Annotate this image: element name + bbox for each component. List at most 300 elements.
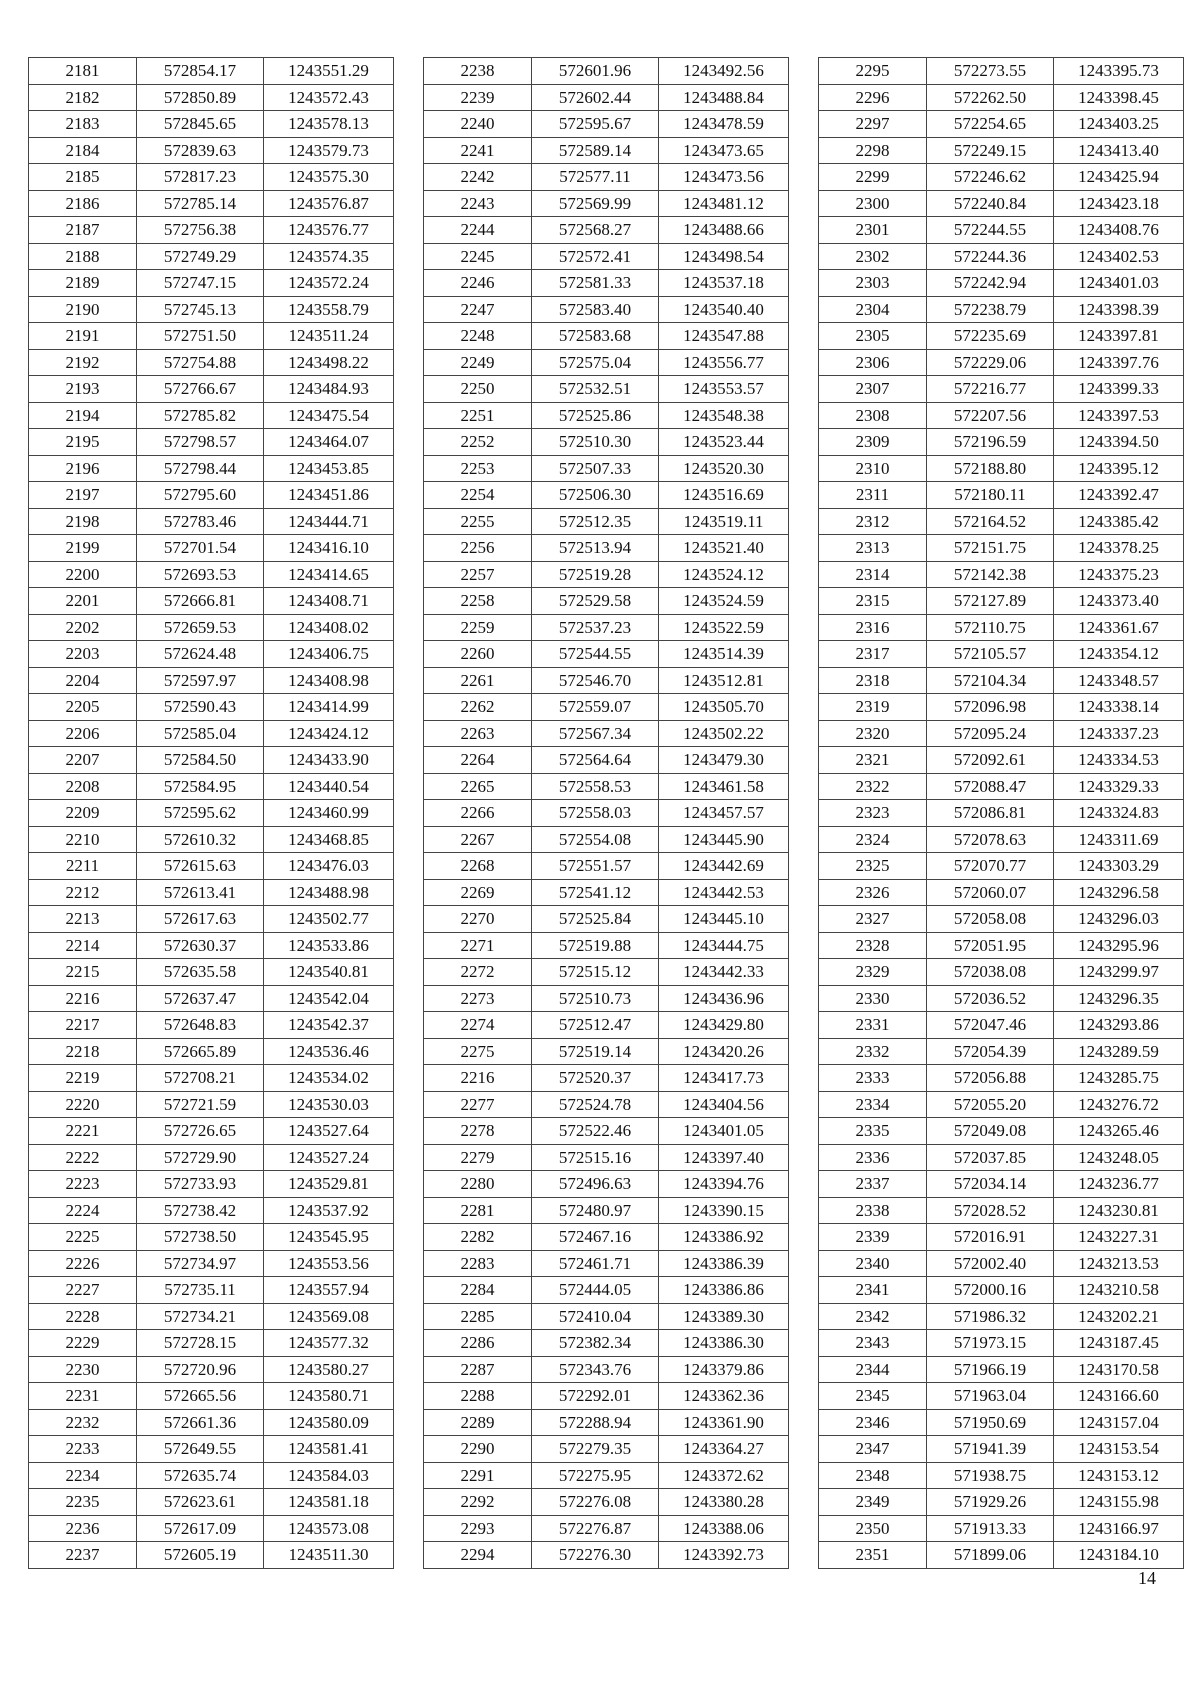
table-row: [424, 1277, 789, 1304]
y-coordinate-cell: 1243575.30: [264, 164, 394, 191]
y-coordinate-cell: 1243386.39: [659, 1250, 789, 1277]
table-row: [424, 1409, 789, 1436]
x-coordinate-cell: 572575.04: [532, 349, 659, 376]
y-coordinate-cell: 1243498.54: [659, 243, 789, 270]
y-coordinate-cell: 1243519.11: [659, 508, 789, 535]
x-coordinate-cell: 572551.57: [532, 853, 659, 880]
table-row: [29, 1038, 394, 1065]
point-number-cell: 2289: [424, 1409, 532, 1436]
table-row: [819, 773, 1184, 800]
point-number-cell: 2212: [29, 879, 137, 906]
point-number-cell: 2194: [29, 402, 137, 429]
y-coordinate-cell: 1243529.81: [264, 1171, 394, 1198]
x-coordinate-cell: 572273.55: [927, 58, 1054, 85]
y-coordinate-cell: 1243296.35: [1054, 985, 1184, 1012]
x-coordinate-cell: 572839.63: [137, 137, 264, 164]
y-coordinate-cell: 1243442.33: [659, 959, 789, 986]
y-coordinate-cell: 1243403.25: [1054, 111, 1184, 138]
x-coordinate-cell: 572238.79: [927, 296, 1054, 323]
y-coordinate-cell: 1243530.03: [264, 1091, 394, 1118]
point-number-cell: 2206: [29, 720, 137, 747]
y-coordinate-cell: 1243484.93: [264, 376, 394, 403]
x-coordinate-cell: 572105.57: [927, 641, 1054, 668]
table-row: [819, 906, 1184, 933]
table-row: [424, 694, 789, 721]
table-row: [819, 561, 1184, 588]
y-coordinate-cell: 1243329.33: [1054, 773, 1184, 800]
point-number-cell: 2182: [29, 84, 137, 111]
y-coordinate-cell: 1243542.04: [264, 985, 394, 1012]
point-number-cell: 2268: [424, 853, 532, 880]
table-row: [819, 932, 1184, 959]
y-coordinate-cell: 1243184.10: [1054, 1542, 1184, 1569]
table-row: [819, 588, 1184, 615]
y-coordinate-cell: 1243378.25: [1054, 535, 1184, 562]
point-number-cell: 2202: [29, 614, 137, 641]
table-row: [424, 1038, 789, 1065]
table-row: [819, 402, 1184, 429]
point-number-cell: 2344: [819, 1356, 927, 1383]
x-coordinate-cell: 572058.08: [927, 906, 1054, 933]
x-coordinate-cell: 572623.61: [137, 1489, 264, 1516]
x-coordinate-cell: 571986.32: [927, 1303, 1054, 1330]
x-coordinate-cell: 572512.47: [532, 1012, 659, 1039]
table-row: [424, 1091, 789, 1118]
x-coordinate-cell: 572558.53: [532, 773, 659, 800]
table-row: [424, 853, 789, 880]
y-coordinate-cell: 1243540.40: [659, 296, 789, 323]
x-coordinate-cell: 572279.35: [532, 1436, 659, 1463]
y-coordinate-cell: 1243574.35: [264, 243, 394, 270]
point-number-cell: 2283: [424, 1250, 532, 1277]
y-coordinate-cell: 1243293.86: [1054, 1012, 1184, 1039]
table-row: [29, 641, 394, 668]
x-coordinate-cell: 572584.50: [137, 747, 264, 774]
table-row: [29, 800, 394, 827]
point-number-cell: 2251: [424, 402, 532, 429]
table-row: [819, 1118, 1184, 1145]
y-coordinate-cell: 1243155.98: [1054, 1489, 1184, 1516]
table-row: [424, 402, 789, 429]
y-coordinate-cell: 1243372.62: [659, 1462, 789, 1489]
table-row: [29, 535, 394, 562]
x-coordinate-cell: 572795.60: [137, 482, 264, 509]
table-row: [29, 482, 394, 509]
y-coordinate-cell: 1243581.18: [264, 1489, 394, 1516]
y-coordinate-cell: 1243424.12: [264, 720, 394, 747]
point-number-cell: 2325: [819, 853, 927, 880]
point-number-cell: 2249: [424, 349, 532, 376]
point-number-cell: 2317: [819, 641, 927, 668]
point-number-cell: 2310: [819, 455, 927, 482]
point-number-cell: 2286: [424, 1330, 532, 1357]
table-row: [29, 747, 394, 774]
point-number-cell: 2190: [29, 296, 137, 323]
x-coordinate-cell: 572028.52: [927, 1197, 1054, 1224]
point-number-cell: 2305: [819, 323, 927, 350]
x-coordinate-cell: 572738.42: [137, 1197, 264, 1224]
point-number-cell: 2350: [819, 1515, 927, 1542]
y-coordinate-cell: 1243153.12: [1054, 1462, 1184, 1489]
x-coordinate-cell: 572617.63: [137, 906, 264, 933]
table-row: [424, 164, 789, 191]
point-number-cell: 2217: [29, 1012, 137, 1039]
x-coordinate-cell: 572506.30: [532, 482, 659, 509]
x-coordinate-cell: 572747.15: [137, 270, 264, 297]
table-row: [29, 667, 394, 694]
x-coordinate-cell: 572597.97: [137, 667, 264, 694]
y-coordinate-cell: 1243453.85: [264, 455, 394, 482]
table-row: [29, 323, 394, 350]
y-coordinate-cell: 1243433.90: [264, 747, 394, 774]
point-number-cell: 2187: [29, 217, 137, 244]
x-coordinate-cell: 572785.82: [137, 402, 264, 429]
table-row: [424, 1118, 789, 1145]
y-coordinate-cell: 1243556.77: [659, 349, 789, 376]
table-row: [819, 482, 1184, 509]
table-row: [29, 84, 394, 111]
x-coordinate-cell: 572529.58: [532, 588, 659, 615]
table-row: [424, 270, 789, 297]
table-row: [819, 1171, 1184, 1198]
y-coordinate-cell: 1243390.15: [659, 1197, 789, 1224]
point-number-cell: 2245: [424, 243, 532, 270]
x-coordinate-cell: 572845.65: [137, 111, 264, 138]
y-coordinate-cell: 1243514.39: [659, 641, 789, 668]
y-coordinate-cell: 1243348.57: [1054, 667, 1184, 694]
table-row: [29, 614, 394, 641]
point-number-cell: 2250: [424, 376, 532, 403]
x-coordinate-cell: 572554.08: [532, 826, 659, 853]
y-coordinate-cell: 1243445.90: [659, 826, 789, 853]
y-coordinate-cell: 1243488.98: [264, 879, 394, 906]
table-row: [424, 58, 789, 85]
table-row: [424, 985, 789, 1012]
x-coordinate-cell: 572583.68: [532, 323, 659, 350]
y-coordinate-cell: 1243578.13: [264, 111, 394, 138]
point-number-cell: 2253: [424, 455, 532, 482]
table-row: [29, 1383, 394, 1410]
point-number-cell: 2233: [29, 1436, 137, 1463]
y-coordinate-cell: 1243540.81: [264, 959, 394, 986]
x-coordinate-cell: 572615.63: [137, 853, 264, 880]
point-number-cell: 2223: [29, 1171, 137, 1198]
point-number-cell: 2348: [819, 1462, 927, 1489]
table-row: [424, 217, 789, 244]
x-coordinate-cell: 572721.59: [137, 1091, 264, 1118]
table-row: [424, 932, 789, 959]
y-coordinate-cell: 1243397.40: [659, 1144, 789, 1171]
y-coordinate-cell: 1243551.29: [264, 58, 394, 85]
table-row: [819, 1197, 1184, 1224]
point-number-cell: 2267: [424, 826, 532, 853]
table-row: [424, 1303, 789, 1330]
table-row: [819, 667, 1184, 694]
x-coordinate-cell: 572254.65: [927, 111, 1054, 138]
point-number-cell: 2321: [819, 747, 927, 774]
y-coordinate-cell: 1243404.56: [659, 1091, 789, 1118]
table-row: [819, 826, 1184, 853]
point-number-cell: 2334: [819, 1091, 927, 1118]
x-coordinate-cell: 572275.95: [532, 1462, 659, 1489]
point-number-cell: 2298: [819, 137, 927, 164]
table-row: [29, 243, 394, 270]
point-number-cell: 2262: [424, 694, 532, 721]
point-number-cell: 2290: [424, 1436, 532, 1463]
point-number-cell: 2292: [424, 1489, 532, 1516]
y-coordinate-cell: 1243533.86: [264, 932, 394, 959]
table-row: [424, 1250, 789, 1277]
y-coordinate-cell: 1243547.88: [659, 323, 789, 350]
point-number-cell: 2288: [424, 1383, 532, 1410]
y-coordinate-cell: 1243527.64: [264, 1118, 394, 1145]
x-coordinate-cell: 572288.94: [532, 1409, 659, 1436]
table-row: [424, 323, 789, 350]
x-coordinate-cell: 572292.01: [532, 1383, 659, 1410]
x-coordinate-cell: 572546.70: [532, 667, 659, 694]
y-coordinate-cell: 1243545.95: [264, 1224, 394, 1251]
table-row: [424, 429, 789, 456]
x-coordinate-cell: 572726.65: [137, 1118, 264, 1145]
x-coordinate-cell: 572207.56: [927, 402, 1054, 429]
table-row: [29, 588, 394, 615]
x-coordinate-cell: 572244.55: [927, 217, 1054, 244]
x-coordinate-cell: 572510.30: [532, 429, 659, 456]
y-coordinate-cell: 1243388.06: [659, 1515, 789, 1542]
y-coordinate-cell: 1243440.54: [264, 773, 394, 800]
y-coordinate-cell: 1243451.86: [264, 482, 394, 509]
y-coordinate-cell: 1243397.81: [1054, 323, 1184, 350]
table-row: [819, 1383, 1184, 1410]
x-coordinate-cell: 572467.16: [532, 1224, 659, 1251]
table-row: [424, 1171, 789, 1198]
point-number-cell: 2221: [29, 1118, 137, 1145]
x-coordinate-cell: 572055.20: [927, 1091, 1054, 1118]
y-coordinate-cell: 1243379.86: [659, 1356, 789, 1383]
x-coordinate-cell: 572104.34: [927, 667, 1054, 694]
point-number-cell: 2228: [29, 1303, 137, 1330]
x-coordinate-cell: 572507.33: [532, 455, 659, 482]
y-coordinate-cell: 1243170.58: [1054, 1356, 1184, 1383]
point-number-cell: 2188: [29, 243, 137, 270]
point-number-cell: 2193: [29, 376, 137, 403]
y-coordinate-cell: 1243584.03: [264, 1462, 394, 1489]
x-coordinate-cell: 572532.51: [532, 376, 659, 403]
point-number-cell: 2235: [29, 1489, 137, 1516]
point-number-cell: 2241: [424, 137, 532, 164]
table-row: [819, 1277, 1184, 1304]
x-coordinate-cell: 572610.32: [137, 826, 264, 853]
table-row: [819, 508, 1184, 535]
y-coordinate-cell: 1243337.23: [1054, 720, 1184, 747]
table-row: [29, 1197, 394, 1224]
table-row: [819, 535, 1184, 562]
x-coordinate-cell: 572572.41: [532, 243, 659, 270]
x-coordinate-cell: 572661.36: [137, 1409, 264, 1436]
table-row: [424, 641, 789, 668]
x-coordinate-cell: 572734.97: [137, 1250, 264, 1277]
x-coordinate-cell: 572590.43: [137, 694, 264, 721]
table-row: [29, 1065, 394, 1092]
point-number-cell: 2205: [29, 694, 137, 721]
table-row: [424, 376, 789, 403]
x-coordinate-cell: 572461.71: [532, 1250, 659, 1277]
point-number-cell: 2281: [424, 1197, 532, 1224]
table-row: [819, 1250, 1184, 1277]
y-coordinate-cell: 1243398.39: [1054, 296, 1184, 323]
y-coordinate-cell: 1243524.59: [659, 588, 789, 615]
point-number-cell: 2198: [29, 508, 137, 535]
y-coordinate-cell: 1243524.12: [659, 561, 789, 588]
point-number-cell: 2347: [819, 1436, 927, 1463]
y-coordinate-cell: 1243265.46: [1054, 1118, 1184, 1145]
table-row: [29, 190, 394, 217]
y-coordinate-cell: 1243521.40: [659, 535, 789, 562]
point-number-cell: 2263: [424, 720, 532, 747]
y-coordinate-cell: 1243334.53: [1054, 747, 1184, 774]
table-row: [29, 1224, 394, 1251]
point-number-cell: 2271: [424, 932, 532, 959]
table-row: [819, 959, 1184, 986]
x-coordinate-cell: 572613.41: [137, 879, 264, 906]
x-coordinate-cell: 572054.39: [927, 1038, 1054, 1065]
point-number-cell: 2237: [29, 1542, 137, 1569]
x-coordinate-cell: 572520.37: [532, 1065, 659, 1092]
table-row: [29, 508, 394, 535]
point-number-cell: 2229: [29, 1330, 137, 1357]
y-coordinate-cell: 1243362.36: [659, 1383, 789, 1410]
point-number-cell: 2238: [424, 58, 532, 85]
point-number-cell: 2243: [424, 190, 532, 217]
y-coordinate-cell: 1243392.47: [1054, 482, 1184, 509]
x-coordinate-cell: 572382.34: [532, 1330, 659, 1357]
x-coordinate-cell: 572249.15: [927, 137, 1054, 164]
point-number-cell: 2213: [29, 906, 137, 933]
point-number-cell: 2293: [424, 1515, 532, 1542]
point-number-cell: 2333: [819, 1065, 927, 1092]
table-row: [29, 1462, 394, 1489]
x-coordinate-cell: 572569.99: [532, 190, 659, 217]
table-row: [424, 535, 789, 562]
point-number-cell: 2312: [819, 508, 927, 535]
point-number-cell: 2218: [29, 1038, 137, 1065]
point-number-cell: 2210: [29, 826, 137, 853]
y-coordinate-cell: 1243364.27: [659, 1436, 789, 1463]
y-coordinate-cell: 1243402.53: [1054, 243, 1184, 270]
y-coordinate-cell: 1243553.56: [264, 1250, 394, 1277]
x-coordinate-cell: 572567.34: [532, 720, 659, 747]
table-row: [819, 84, 1184, 111]
y-coordinate-cell: 1243299.97: [1054, 959, 1184, 986]
table-row: [424, 720, 789, 747]
x-coordinate-cell: 572110.75: [927, 614, 1054, 641]
point-number-cell: 2284: [424, 1277, 532, 1304]
table-row: [819, 296, 1184, 323]
x-coordinate-cell: 572649.55: [137, 1436, 264, 1463]
x-coordinate-cell: 572244.36: [927, 243, 1054, 270]
table-row: [29, 1436, 394, 1463]
x-coordinate-cell: 572577.11: [532, 164, 659, 191]
point-number-cell: 2234: [29, 1462, 137, 1489]
x-coordinate-cell: 572733.93: [137, 1171, 264, 1198]
table-row: [819, 1356, 1184, 1383]
point-number-cell: 2189: [29, 270, 137, 297]
table-row: [819, 58, 1184, 85]
x-coordinate-cell: 572817.23: [137, 164, 264, 191]
y-coordinate-cell: 1243230.81: [1054, 1197, 1184, 1224]
point-number-cell: 2318: [819, 667, 927, 694]
x-coordinate-cell: 571929.26: [927, 1489, 1054, 1516]
table-row: [424, 561, 789, 588]
point-number-cell: 2246: [424, 270, 532, 297]
table-row: [819, 747, 1184, 774]
table-row: [29, 773, 394, 800]
y-coordinate-cell: 1243213.53: [1054, 1250, 1184, 1277]
table-row: [424, 1489, 789, 1516]
table-row: [29, 1012, 394, 1039]
table-row: [424, 296, 789, 323]
y-coordinate-cell: 1243157.04: [1054, 1409, 1184, 1436]
table-row: [819, 1436, 1184, 1463]
y-coordinate-cell: 1243576.87: [264, 190, 394, 217]
y-coordinate-cell: 1243580.71: [264, 1383, 394, 1410]
x-coordinate-cell: 572444.05: [532, 1277, 659, 1304]
x-coordinate-cell: 572512.35: [532, 508, 659, 535]
y-coordinate-cell: 1243385.42: [1054, 508, 1184, 535]
y-coordinate-cell: 1243481.12: [659, 190, 789, 217]
x-coordinate-cell: 572242.94: [927, 270, 1054, 297]
x-coordinate-cell: 572729.90: [137, 1144, 264, 1171]
table-row: [819, 455, 1184, 482]
table-row: [29, 164, 394, 191]
point-number-cell: 2322: [819, 773, 927, 800]
table-row: [29, 58, 394, 85]
point-number-cell: 2339: [819, 1224, 927, 1251]
y-coordinate-cell: 1243285.75: [1054, 1065, 1184, 1092]
point-number-cell: 2275: [424, 1038, 532, 1065]
x-coordinate-cell: 571899.06: [927, 1542, 1054, 1569]
x-coordinate-cell: 572617.09: [137, 1515, 264, 1542]
point-number-cell: 2186: [29, 190, 137, 217]
x-coordinate-cell: 572240.84: [927, 190, 1054, 217]
table-row: [29, 1542, 394, 1569]
x-coordinate-cell: 572164.52: [927, 508, 1054, 535]
point-number-cell: 2200: [29, 561, 137, 588]
x-coordinate-cell: 572751.50: [137, 323, 264, 350]
table-row: [29, 1356, 394, 1383]
point-number-cell: 2315: [819, 588, 927, 615]
table-row: [424, 1065, 789, 1092]
y-coordinate-cell: 1243296.58: [1054, 879, 1184, 906]
x-coordinate-cell: 572086.81: [927, 800, 1054, 827]
table-row: [29, 1515, 394, 1542]
x-coordinate-cell: 572854.17: [137, 58, 264, 85]
table-row: [424, 959, 789, 986]
point-number-cell: 2216: [29, 985, 137, 1012]
table-row: [29, 826, 394, 853]
y-coordinate-cell: 1243444.75: [659, 932, 789, 959]
table-row: [29, 376, 394, 403]
y-coordinate-cell: 1243296.03: [1054, 906, 1184, 933]
x-coordinate-cell: 571950.69: [927, 1409, 1054, 1436]
x-coordinate-cell: 572519.88: [532, 932, 659, 959]
x-coordinate-cell: 572589.14: [532, 137, 659, 164]
y-coordinate-cell: 1243397.53: [1054, 402, 1184, 429]
table-row: [819, 217, 1184, 244]
point-number-cell: 2338: [819, 1197, 927, 1224]
x-coordinate-cell: 572276.30: [532, 1542, 659, 1569]
y-coordinate-cell: 1243417.73: [659, 1065, 789, 1092]
